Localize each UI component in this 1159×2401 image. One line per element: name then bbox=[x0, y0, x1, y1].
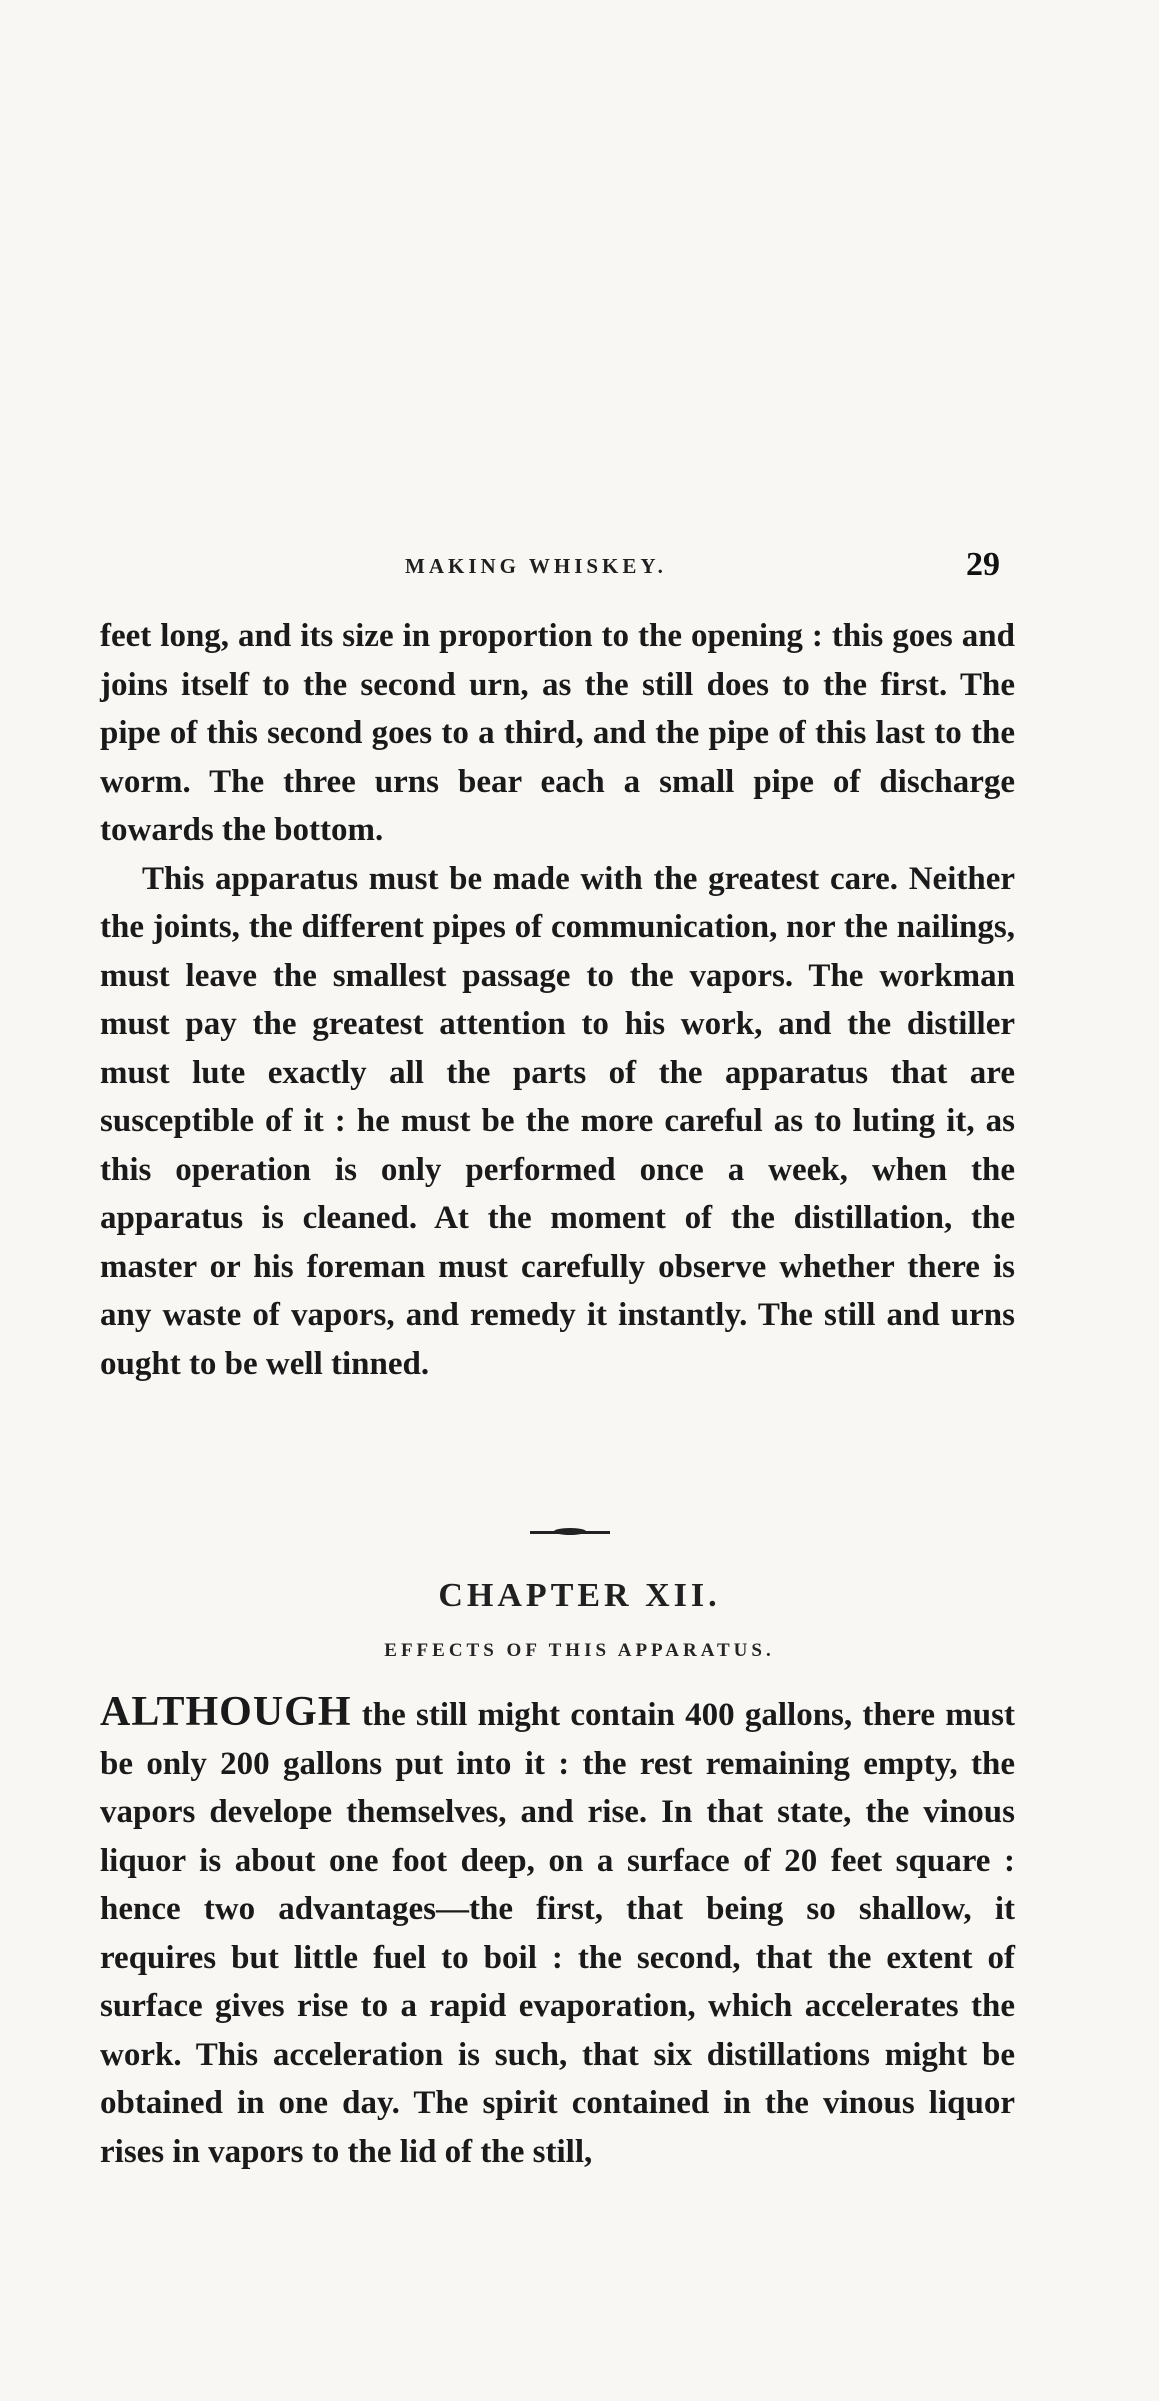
paragraph-continuation: feet long, and its size in proportion to the opening : this goes and joins itself to the second urn, as the still does to the first. The pipe of this second goes to a third, and the pipe of this last to the worm. The three urns bear each a small pipe of discharge towards the bottom. bbox=[100, 618, 1015, 848]
page-header bbox=[95, 546, 1015, 590]
page-body-top bbox=[100, 612, 1015, 1388]
chapter-first-word: ALTHOUGH bbox=[100, 1689, 352, 1735]
chapter-title: CHAPTER XII. bbox=[438, 1577, 721, 1614]
chapter-opening bbox=[100, 1688, 1015, 2176]
running-head: MAKING WHISKEY. bbox=[405, 554, 667, 578]
chapter-opening-paragraph bbox=[100, 1688, 1015, 2176]
paragraph-apparatus-care: This apparatus must be made with the greatest care. Neither the joints, the different pipes of communication, nor the nailings, must leave the smallest passage to the vapors. The workman must pay the greatest attention to his work, and the distiller must lute exactly all the parts of the apparatus that are susceptible of it : he must be the more careful as to luting it, as this operation is only performed once a week, when the apparatus is cleaned. At the moment of the distillation, the master or his foreman must carefully observe whether there is any waste of vapors, and remedy it instantly. The still and urns ought to be well tinned. bbox=[100, 860, 1015, 1382]
page-number: 29 bbox=[966, 546, 1000, 583]
section-separator bbox=[530, 1527, 610, 1537]
chapter-subtitle: EFFECTS OF THIS APPARATUS. bbox=[384, 1640, 775, 1661]
chapter-opening-text: the still might contain 400 gallons, there must be only 200 gallons put into it : the rest remaining empty, the vapors develope themselves, and rise. In that state, the vinous liquor is about one foot deep, on a surface of 20 feet square : hence two advantages—the first, that being so shallow, it requires but little fuel to boil : the second, that the extent of surface gives rise to a rapid evaporation, which accelerates the work. This acceleration is such, that six distillations might be obtained in one day. The spirit contained in the vinous liquor rises in vapors to the lid of the still, bbox=[100, 1697, 1015, 2170]
